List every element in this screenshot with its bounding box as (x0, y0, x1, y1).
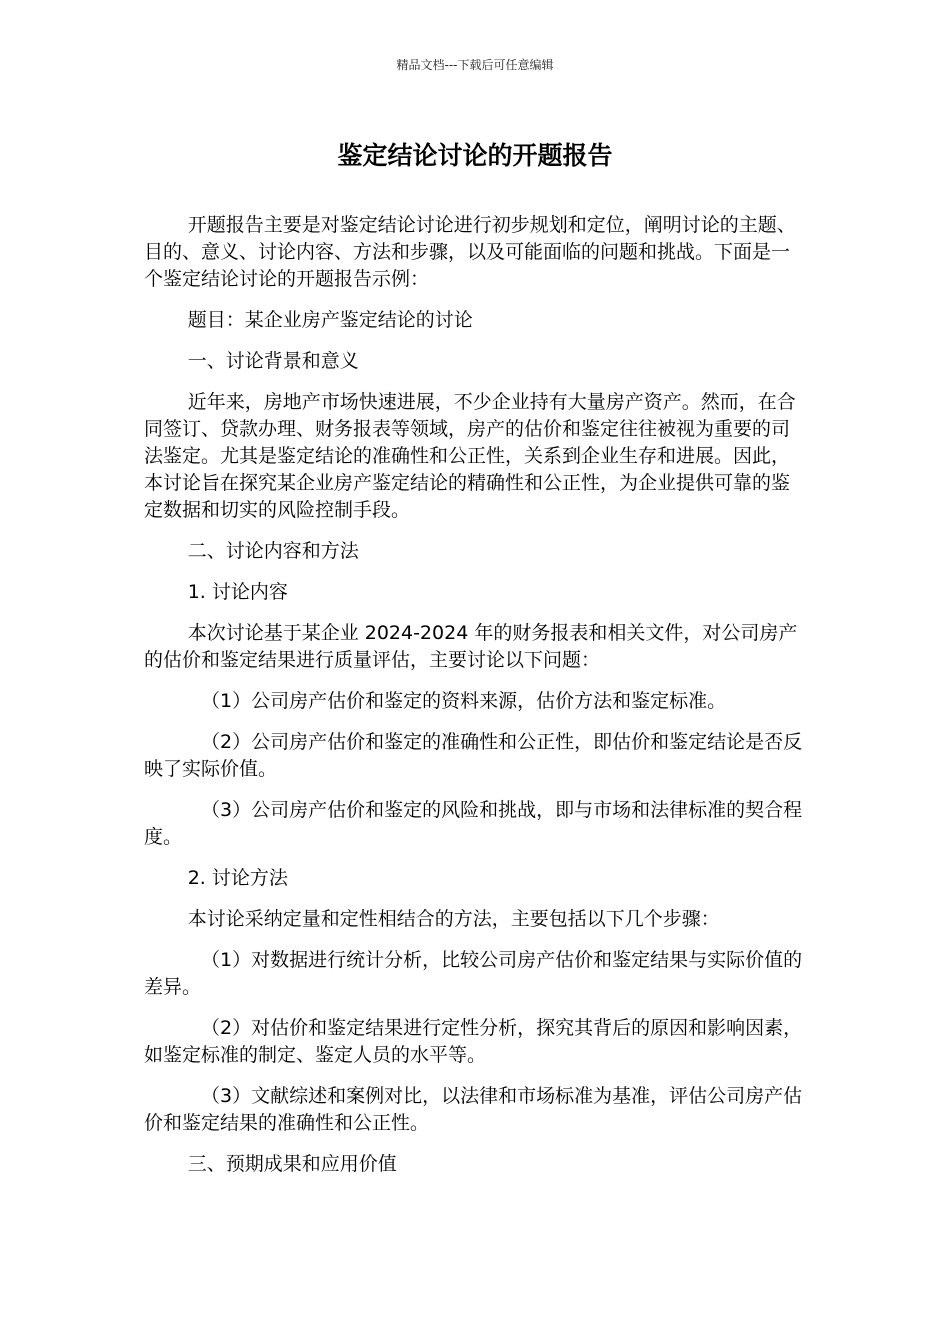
background-paragraph: 近年来，房地产市场快速进展，不少企业持有大量房产资产。然而，在合同签订、贷款办理、财务报表等领域，房产的估价和鉴定往往被视为重要的司法鉴定。尤其是鉴定结论的准确性和公正性，关系到企业生存和进展。因此，本讨论旨在探究某企业房产鉴定结论的精确性和公正性，为企业提供可靠的鉴定数据和切实的风险控制手段。 (144, 391, 796, 521)
section-heading-background: 一、讨论背景和意义 (187, 350, 359, 372)
method-item-2: （2）对估价和鉴定结果进行定性分析，探究其背后的原因和影响因素，如鉴定标准的制定、鉴定人员的水平等。 (144, 1017, 803, 1066)
section-heading-outcomes: 三、预期成果和应用价值 (187, 1153, 397, 1175)
subheading-method: 2. 讨论方法 (187, 867, 288, 889)
method-item-3: （3）文献综述和案例对比，以法律和市场标准为基准，评估公司房产估价和鉴定结果的准确性和公正性。 (144, 1085, 803, 1134)
topic-line: 题目：某企业房产鉴定结论的讨论 (187, 309, 473, 331)
method-paragraph: 本讨论采纳定量和定性相结合的方法，主要包括以下几个步骤： (187, 908, 720, 930)
document-body (144, 212, 808, 1192)
content-paragraph: 本次讨论基于某企业 2024-2024 年的财务报表和相关文件，对公司房产的估价和鉴定结果进行质量评估，主要讨论以下问题： (144, 622, 798, 671)
intro-paragraph: 开题报告主要是对鉴定结论讨论进行初步规划和定位，阐明讨论的主题、目的、意义、讨论内容、方法和步骤，以及可能面临的问题和挑战。下面是一个鉴定结论讨论的开题报告示例： (144, 214, 796, 290)
header-note: 精品文档---下载后可任意编辑 (396, 58, 554, 72)
content-item-2: （2）公司房产估价和鉴定的准确性和公正性，即估价和鉴定结论是否反映了实际价值。 (144, 731, 803, 780)
method-item-1: （1）对数据进行统计分析，比较公司房产估价和鉴定结果与实际价值的差异。 (144, 949, 803, 998)
content-item-3: （3）公司房产估价和鉴定的风险和挑战，即与市场和法律标准的契合程度。 (144, 799, 803, 848)
section-heading-content-method: 二、讨论内容和方法 (187, 540, 359, 562)
document-title: 鉴定结论讨论的开题报告 (337, 141, 613, 170)
content-item-1: （1）公司房产估价和鉴定的资料来源，估价方法和鉴定标准。 (201, 690, 727, 712)
subheading-content: 1. 讨论内容 (187, 581, 288, 603)
